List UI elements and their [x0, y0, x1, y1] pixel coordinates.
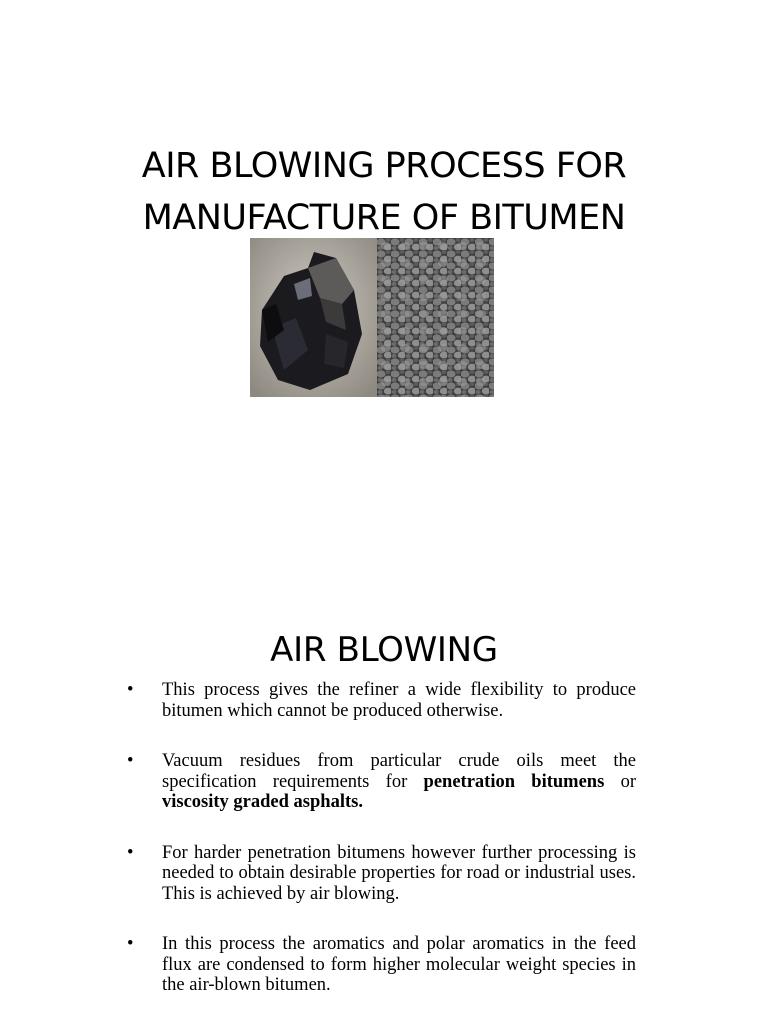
content-slide — [0, 512, 768, 1024]
slide-title-line-1: AIR BLOWING PROCESS FOR — [141, 146, 627, 186]
slide-heading: AIR BLOWING — [270, 630, 498, 670]
bold-term-penetration-bitumens: penetration bitumens — [423, 771, 605, 792]
bullet-text: Vacuum residues from particular crude oils meet the specification requirements for — [162, 751, 636, 792]
list-item — [127, 680, 636, 721]
bullet-icon: • — [127, 842, 134, 863]
bullet-text: In this process the aromatics and polar aromatics in the feed flux are condensed to form higher molecular weight species in the air-blown bitumen. — [162, 934, 636, 995]
bullet-text-connector: or — [604, 771, 636, 792]
bullet-text: For harder penetration bitumens however further processing is needed to obtain desirable properties for road or industrial uses. This is achieved by air blowing. — [162, 842, 636, 904]
bitumen-rock-image — [250, 238, 377, 397]
list-item — [127, 751, 636, 813]
bullet-list — [127, 680, 636, 996]
bold-term-viscosity-graded-asphalts: viscosity graded asphalts. — [162, 792, 363, 812]
bullet-icon: • — [127, 934, 134, 954]
bullet-text: This process gives the refiner a wide flexibility to produce bitumen which cannot be produced otherwise. — [162, 680, 636, 721]
bitumen-pellets-image — [377, 238, 494, 397]
list-item — [127, 934, 636, 996]
slide-title — [0, 140, 768, 244]
slide-title-line-2: MANUFACTURE OF BITUMEN — [142, 198, 626, 238]
bullet-icon: • — [127, 680, 134, 700]
list-item — [127, 843, 636, 905]
bitumen-photos — [250, 238, 494, 397]
bullet-icon: • — [127, 751, 134, 771]
